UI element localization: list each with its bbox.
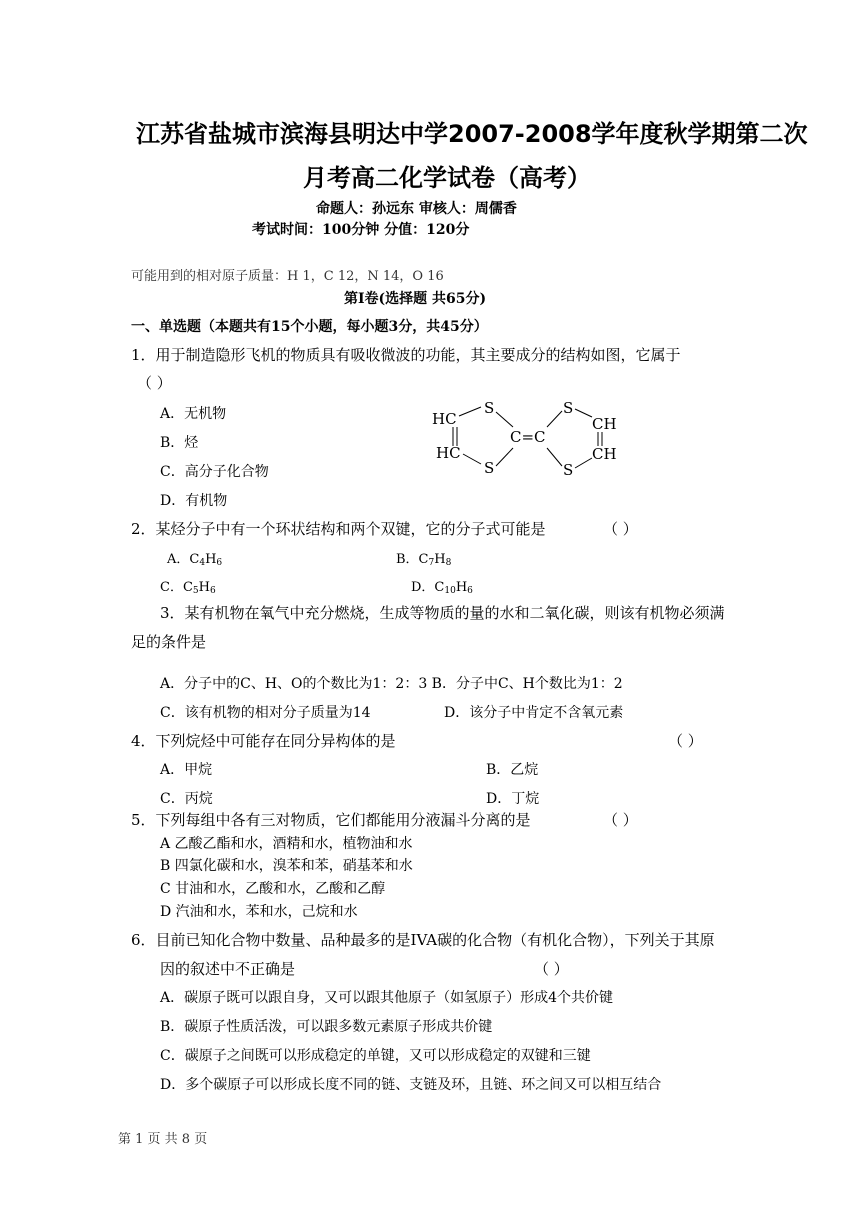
struct-s-bottom-left: S xyxy=(484,459,495,477)
q4-option-b: B．乙烷 xyxy=(486,762,539,778)
title-line-1: 江苏省盐城市滨海县明达中学2007-2008学年度秋学期第二次 xyxy=(136,120,808,148)
q5-option-d: D 汽油和水，苯和水，己烷和水 xyxy=(160,904,358,920)
struct-s-top-left: S xyxy=(484,399,495,417)
volume-title: 第Ⅰ卷(选择题 共65分) xyxy=(344,291,487,307)
q6-answer-blank: （ ） xyxy=(534,960,569,978)
q6-option-a: A．碳原子既可以跟自身，又可以跟其他原子（如氢原子）形成4个共价键 xyxy=(160,990,614,1006)
atomic-mass-note: 可能用到的相对原子质量：H 1，C 12，N 14，O 16 xyxy=(131,269,444,284)
title-line-2: 月考高二化学试卷（高考） xyxy=(303,164,591,192)
q1-option-a: A．无机物 xyxy=(160,406,227,422)
q4-answer-blank: （ ） xyxy=(668,732,703,750)
struct-center-cc: C=C xyxy=(510,428,546,446)
q3-stem-line-1: 3．某有机物在氧气中充分燃烧，生成等物质的量的水和二氧化碳，则该有机物必须满 xyxy=(160,604,725,622)
section-heading: 一、单选题（本题共有15个小题，每小题3分，共45分） xyxy=(131,319,488,335)
q2-option-d: D．$C_{10}H_6$ xyxy=(411,580,473,596)
struct-s-bottom-right: S xyxy=(563,461,574,479)
q3-stem-line-2: 足的条件是 xyxy=(131,633,207,651)
q1-answer-blank: （ ） xyxy=(137,374,172,392)
exam-info: 考试时间：100分钟 分值：120分 xyxy=(252,222,470,238)
q5-option-b: B 四氯化碳和水，溴苯和苯，硝基苯和水 xyxy=(160,858,413,874)
q4-option-d: D．丁烷 xyxy=(486,791,540,807)
q2-option-a: A．$C_4H_6$ xyxy=(167,552,223,568)
q2-answer-blank: （ ） xyxy=(603,520,638,538)
q1-option-b: B．烃 xyxy=(160,435,199,451)
struct-ch-top: CH xyxy=(592,415,617,433)
q2-option-b: B．$C_7H_8$ xyxy=(396,552,452,568)
q5-option-a: A 乙酸乙酯和水，酒精和水，植物油和水 xyxy=(160,836,413,852)
q3-options-ab: A．分子中的C、H、O的个数比为1：2：3 B．分子中C、H个数比为1：2 xyxy=(160,676,623,692)
q6-option-c: C．碳原子之间既可以形成稳定的单键，又可以形成稳定的双键和三键 xyxy=(160,1048,591,1064)
q5-answer-blank: （ ） xyxy=(603,811,638,829)
q2-option-c: C．$C_5H_6$ xyxy=(160,580,216,596)
q6-stem-line-1: 6．目前已知化合物中数量、品种最多的是IVA碳的化合物（有机化合物），下列关于其原 xyxy=(131,931,715,949)
q3-option-c: C．该有机物的相对分子质量为14 xyxy=(160,705,371,721)
q4-stem: 4．下列烷烃中可能存在同分异构体的是 xyxy=(131,732,396,750)
q5-option-c: C 甘油和水，乙酸和水，乙酸和乙醇 xyxy=(160,881,386,897)
page-footer: 第 1 页 共 8 页 xyxy=(118,1132,208,1147)
struct-s-top-right: S xyxy=(563,399,574,417)
q1-structure-diagram xyxy=(420,396,630,486)
q1-stem-line-1: 1．用于制造隐形飞机的物质具有吸收微波的功能，其主要成分的结构如图，它属于 xyxy=(131,346,681,364)
struct-hc-bottom: HC xyxy=(436,444,461,462)
q6-option-b: B．碳原子性质活泼，可以跟多数元素原子形成共价键 xyxy=(160,1019,493,1035)
q1-option-c: C．高分子化合物 xyxy=(160,464,269,480)
q6-stem-line-2: 因的叙述中不正确是 xyxy=(160,960,296,978)
q6-option-d: D．多个碳原子可以形成长度不同的链、支链及环，且链、环之间又可以相互结合 xyxy=(160,1077,662,1093)
q5-stem: 5．下列每组中各有三对物质，它们都能用分液漏斗分离的是 xyxy=(131,811,531,829)
struct-hc-top: HC xyxy=(432,410,457,428)
q3-option-d: D．该分子中肯定不含氧元素 xyxy=(444,705,624,721)
q1-option-d: D．有机物 xyxy=(160,493,228,509)
authors: 命题人：孙远东 审核人：周儒香 xyxy=(316,201,517,217)
struct-ch-bottom: CH xyxy=(592,445,617,463)
q4-option-a: A．甲烷 xyxy=(160,762,213,778)
q4-option-c: C．丙烷 xyxy=(160,791,213,807)
q2-stem: 2．某烃分子中有一个环状结构和两个双键，它的分子式可能是 xyxy=(131,520,546,538)
